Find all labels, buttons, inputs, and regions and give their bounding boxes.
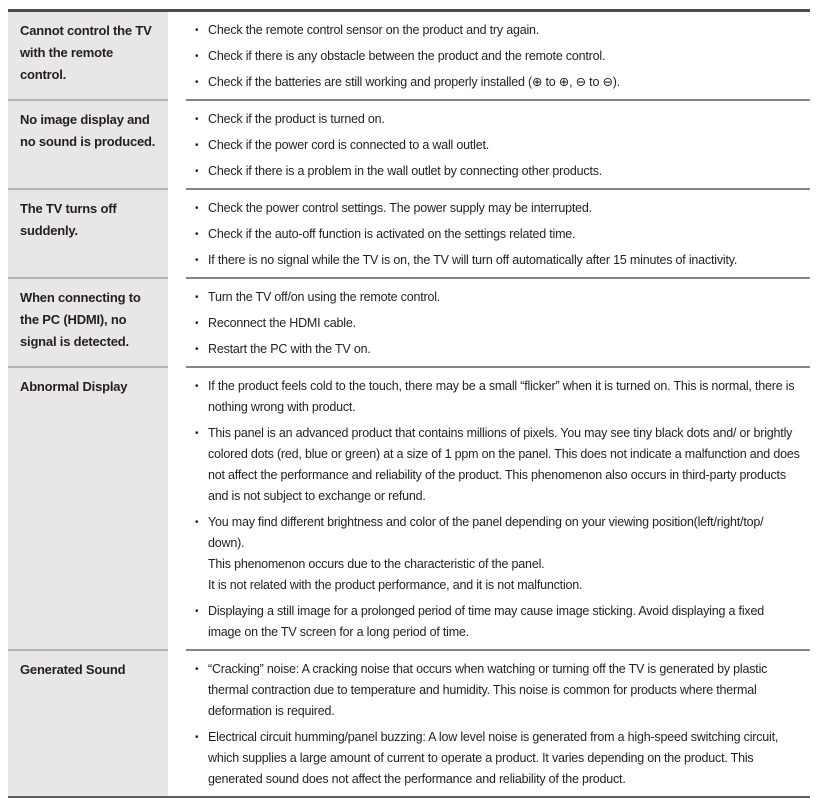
problem-label: Abnormal Display xyxy=(20,379,128,394)
solution-item xyxy=(193,135,800,156)
solution-body xyxy=(208,423,800,507)
solution-continuation-line: This phenomenon occurs due to the characteristic of the panel. xyxy=(208,557,545,571)
problem-label: No image display and no sound is produced. xyxy=(20,112,156,149)
solution-body xyxy=(208,376,800,418)
bullet-icon: • xyxy=(195,255,199,266)
solutions-cell xyxy=(186,649,810,796)
problem-cell xyxy=(8,188,168,277)
solution-body xyxy=(208,72,800,93)
problem-cell xyxy=(8,277,168,366)
troubleshooting-table xyxy=(8,9,810,798)
bullet-icon: • xyxy=(195,428,199,439)
solution-text: You may find different brightness and color of the panel depending on your viewing position(left/right/top/ down). xyxy=(208,515,764,550)
problem-cell xyxy=(8,649,168,796)
problem-label: Cannot control the TV with the remote control. xyxy=(20,23,152,82)
column-gap xyxy=(168,12,186,99)
solution-body xyxy=(208,20,800,41)
solution-item xyxy=(193,601,800,643)
solution-item xyxy=(193,224,800,245)
solution-text: Check if the product is turned on. xyxy=(208,112,385,126)
solution-text: Check if the batteries are still working and properly installed (⊕ to ⊕, ⊖ to ⊖). xyxy=(208,75,620,89)
table-row xyxy=(8,188,810,277)
solution-body xyxy=(208,135,800,156)
problem-label: When connecting to the PC (HDMI), no signal is detected. xyxy=(20,290,141,349)
solution-body xyxy=(208,512,800,596)
solution-item xyxy=(193,20,800,41)
solution-item xyxy=(193,512,800,596)
solution-text: If there is no signal while the TV is on, the TV will turn off automatically after 15 minutes of inactivity. xyxy=(208,253,738,267)
solutions-cell xyxy=(186,12,810,99)
bullet-icon: • xyxy=(195,77,199,88)
solution-item xyxy=(193,198,800,219)
solution-list xyxy=(193,659,800,790)
solution-body xyxy=(208,250,800,271)
bullet-icon: • xyxy=(195,292,199,303)
solution-body xyxy=(208,659,800,722)
solution-item xyxy=(193,287,800,308)
bullet-icon: • xyxy=(195,381,199,392)
solution-body xyxy=(208,727,800,790)
solution-item xyxy=(193,423,800,507)
solution-item xyxy=(193,250,800,271)
solution-body xyxy=(208,601,800,643)
problem-cell xyxy=(8,12,168,99)
solutions-cell xyxy=(186,188,810,277)
solution-text: Restart the PC with the TV on. xyxy=(208,342,371,356)
bullet-icon: • xyxy=(195,517,199,528)
bullet-icon: • xyxy=(195,606,199,617)
solution-item xyxy=(193,659,800,722)
column-gap xyxy=(168,366,186,649)
solution-list xyxy=(193,109,800,182)
bullet-icon: • xyxy=(195,140,199,151)
solution-body xyxy=(208,287,800,308)
bullet-icon: • xyxy=(195,664,199,675)
solution-item xyxy=(193,72,800,93)
table-row xyxy=(8,12,810,99)
solutions-cell xyxy=(186,99,810,188)
column-gap xyxy=(168,649,186,796)
bullet-icon: • xyxy=(195,166,199,177)
problem-cell xyxy=(8,99,168,188)
solution-body xyxy=(208,313,800,334)
solution-item xyxy=(193,109,800,130)
solution-item xyxy=(193,161,800,182)
solution-body xyxy=(208,198,800,219)
solution-text: If the product feels cold to the touch, there may be a small “flicker” when it is turned on. This is normal, there is nothing wrong with product. xyxy=(208,379,795,414)
problem-cell xyxy=(8,366,168,649)
solution-body xyxy=(208,339,800,360)
solution-continuation-line: It is not related with the product performance, and it is not malfunction. xyxy=(208,578,583,592)
bullet-icon: • xyxy=(195,344,199,355)
solution-text: Check if there is any obstacle between the product and the remote control. xyxy=(208,49,606,63)
solution-list xyxy=(193,198,800,271)
solution-list xyxy=(193,20,800,93)
solution-item xyxy=(193,727,800,790)
solution-body xyxy=(208,161,800,182)
column-gap xyxy=(168,99,186,188)
solution-body xyxy=(208,224,800,245)
solution-text: Check if the auto-off function is activated on the settings related time. xyxy=(208,227,576,241)
solution-text: Reconnect the HDMI cable. xyxy=(208,316,356,330)
bullet-icon: • xyxy=(195,203,199,214)
solution-text: Electrical circuit humming/panel buzzing: A low level noise is generated from a high-speed switching circuit, which supplies a large amount of current to operate a product. It varies depending on the product. This generated sound does not affect the performance and reliability of the product. xyxy=(208,730,779,786)
solution-text: Check if there is a problem in the wall outlet by connecting other products. xyxy=(208,164,603,178)
bullet-icon: • xyxy=(195,318,199,329)
bullet-icon: • xyxy=(195,25,199,36)
solution-text: Check the remote control sensor on the product and try again. xyxy=(208,23,540,37)
bullet-icon: • xyxy=(195,114,199,125)
solution-text: This panel is an advanced product that contains millions of pixels. You may see tiny black dots and/ or brightly colored dots (red, blue or green) at a size of 1 ppm on the panel. This does not indicate a malfunction and does not affect the performance and reliability of the product. This phenomenon also occurs in third-party products and is not subject to exchange or refund. xyxy=(208,426,800,503)
table-row xyxy=(8,277,810,366)
solution-item xyxy=(193,46,800,67)
solution-item xyxy=(193,313,800,334)
solution-text: “Cracking” noise: A cracking noise that occurs when watching or turning off the TV is generated by plastic thermal contraction due to temperature and humidity. This noise is common for products where thermal deformation is required. xyxy=(208,662,768,718)
solution-body xyxy=(208,109,800,130)
bullet-icon: • xyxy=(195,732,199,743)
solution-text: Displaying a still image for a prolonged period of time may cause image sticking. Avoid displaying a fixed image on the TV screen for a long period of time. xyxy=(208,604,764,639)
problem-label: The TV turns off suddenly. xyxy=(20,201,117,238)
solution-item xyxy=(193,376,800,418)
table-row xyxy=(8,366,810,649)
solution-item xyxy=(193,339,800,360)
solution-body xyxy=(208,46,800,67)
table-row xyxy=(8,649,810,796)
bullet-icon: • xyxy=(195,51,199,62)
column-gap xyxy=(168,277,186,366)
solutions-cell xyxy=(186,277,810,366)
solution-text: Check the power control settings. The power supply may be interrupted. xyxy=(208,201,592,215)
bullet-icon: • xyxy=(195,229,199,240)
table-row xyxy=(8,99,810,188)
problem-label: Generated Sound xyxy=(20,662,126,677)
solution-text: Check if the power cord is connected to a wall outlet. xyxy=(208,138,490,152)
solution-text: Turn the TV off/on using the remote control. xyxy=(208,290,441,304)
column-gap xyxy=(168,188,186,277)
solution-list xyxy=(193,376,800,643)
solution-list xyxy=(193,287,800,360)
solutions-cell xyxy=(186,366,810,649)
